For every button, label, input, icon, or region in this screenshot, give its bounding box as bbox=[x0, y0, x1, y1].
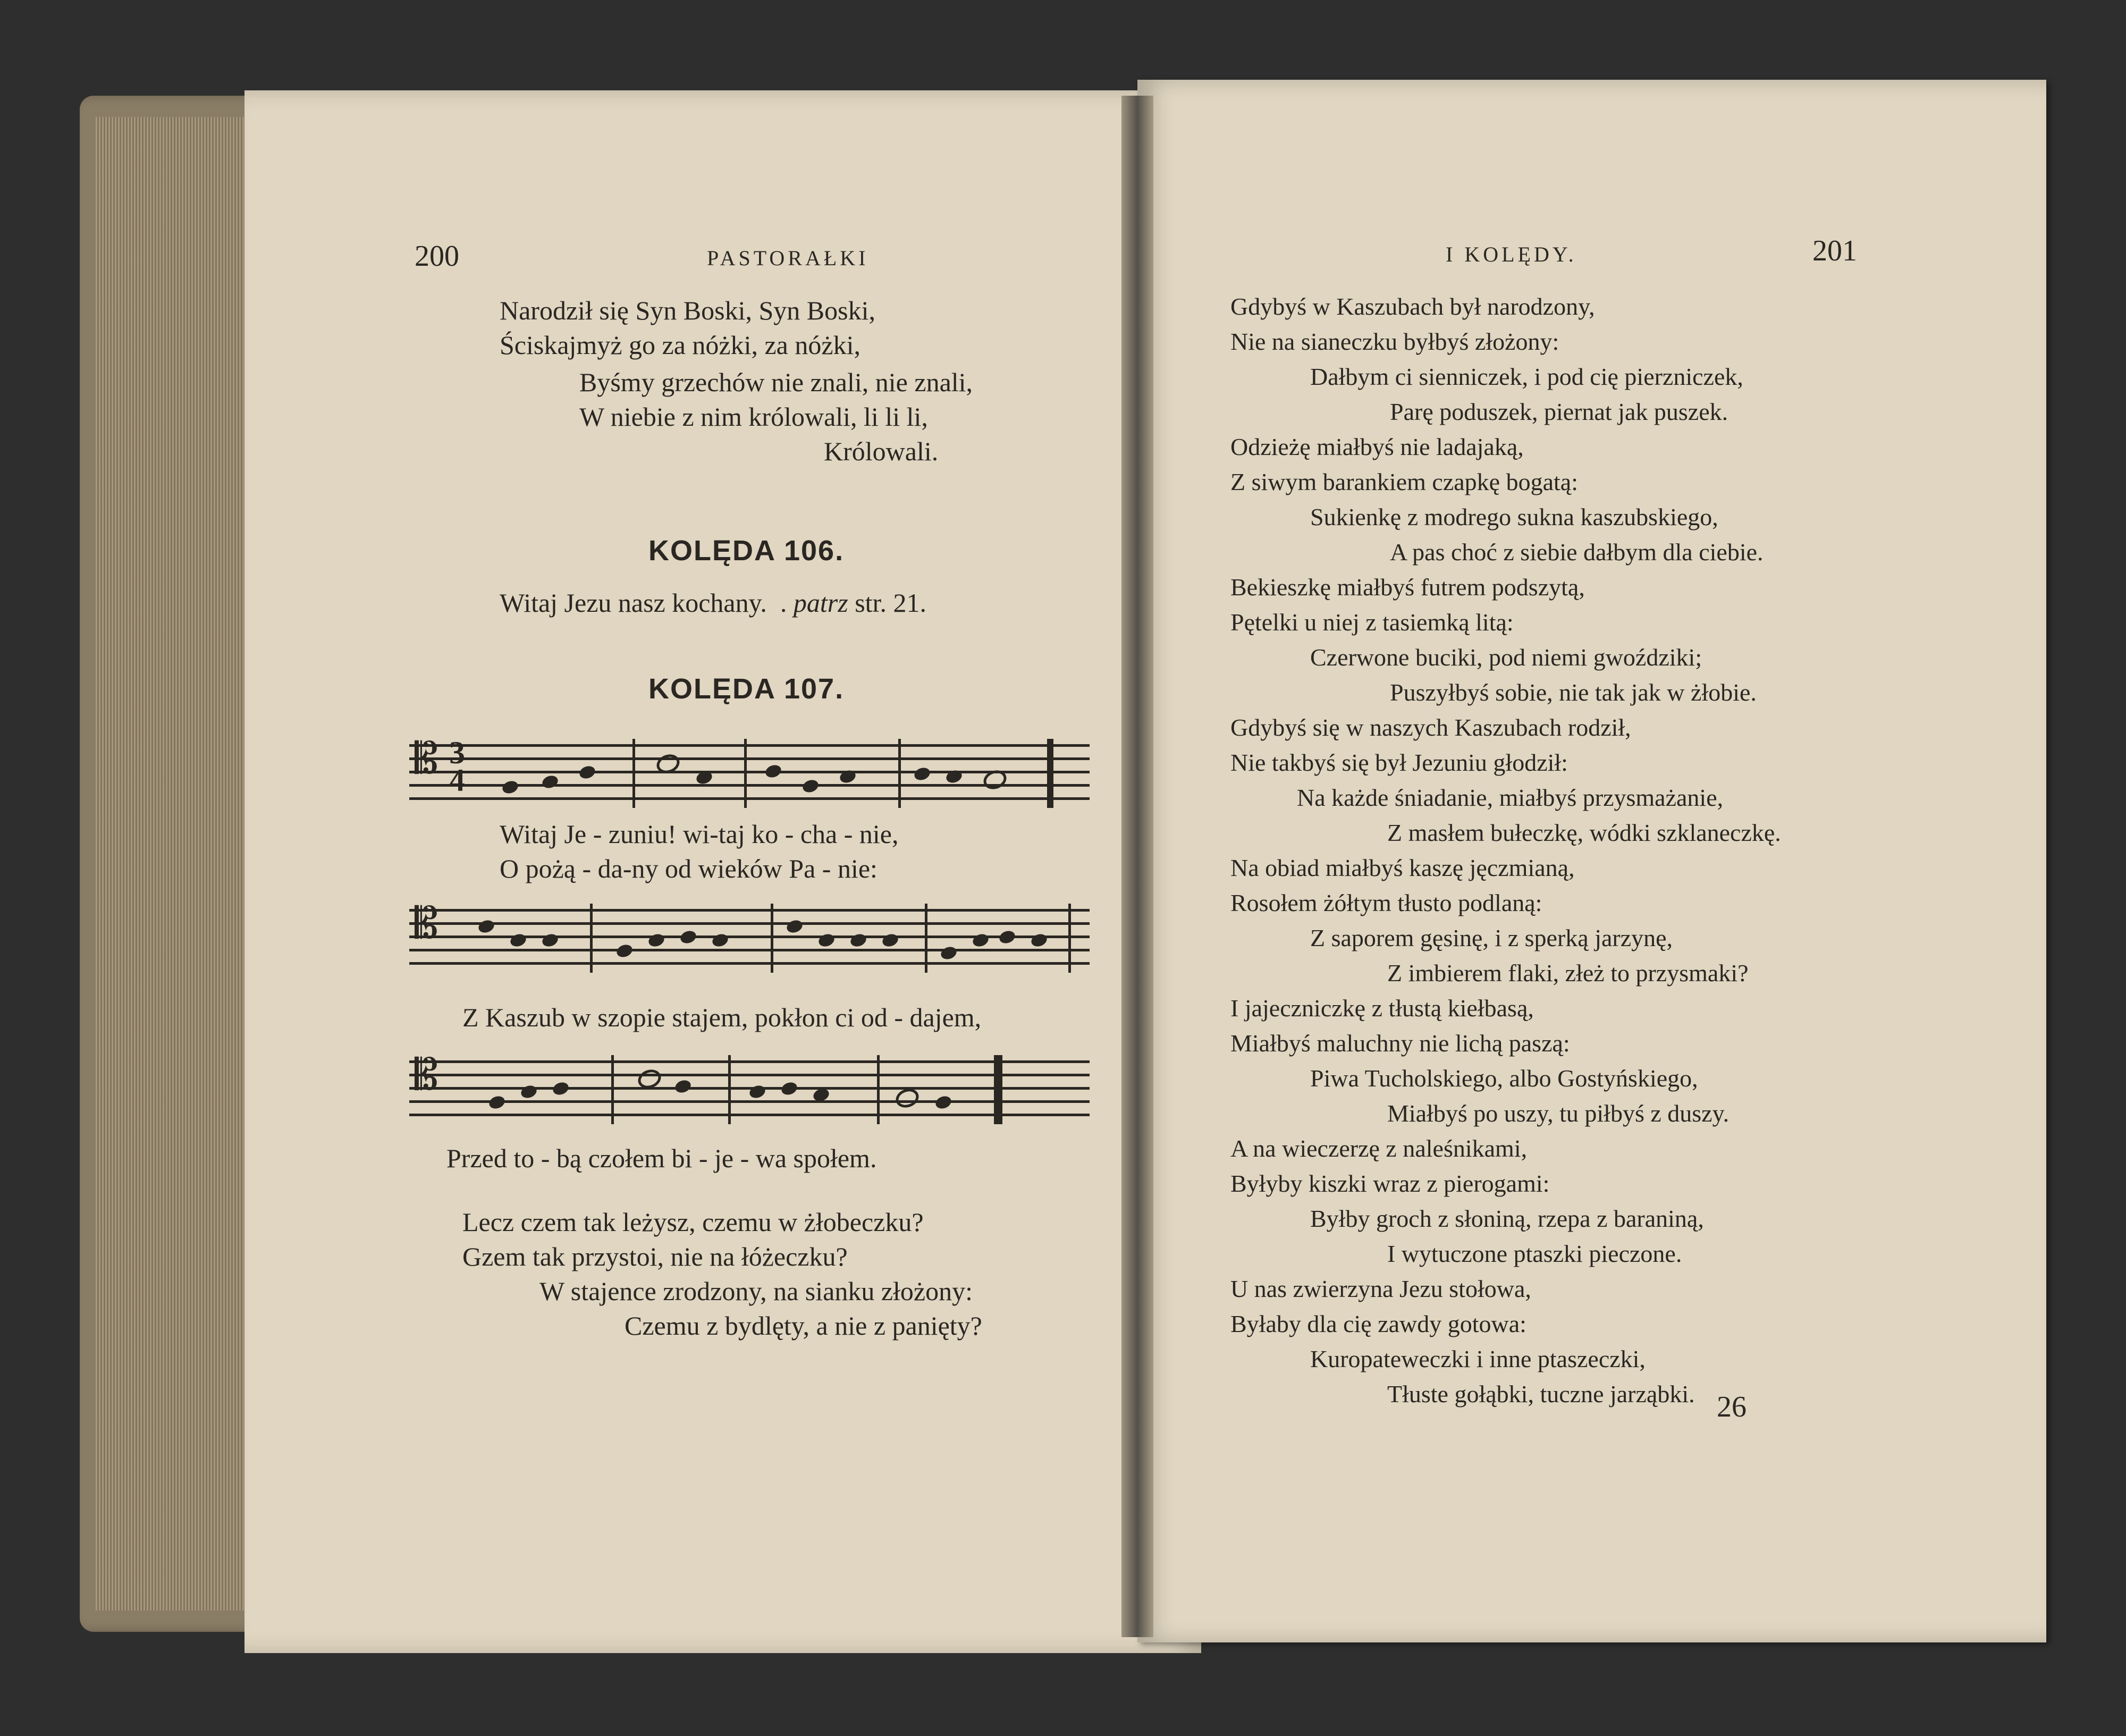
poem-line: Byłby groch z słoniną, rzepa z baraniną, bbox=[1310, 1205, 1704, 1232]
poem-line: Odzieżę miałbyś nie ladajaką, bbox=[1230, 433, 1524, 460]
music-staff-1: 𝄡 3 4 bbox=[409, 739, 1090, 819]
page-block-edge bbox=[80, 96, 260, 1632]
signature-mark: 26 bbox=[1717, 1391, 1747, 1423]
poem-line: Tłuste gołąbki, tuczne jarząbki. bbox=[1387, 1380, 1695, 1408]
right-page-number: 201 bbox=[1812, 234, 1857, 267]
poem-line: Gdybyś się w naszych Kaszubach rodził, bbox=[1230, 714, 1631, 741]
music-lyric-line: Przed to - bą czołem bi - je - wa społem. bbox=[446, 1143, 877, 1173]
poem-line: Na obiad miałbyś kaszę jęczmianą, bbox=[1230, 854, 1575, 881]
poem-line: Nie takbyś się był Jezuniu głodził: bbox=[1230, 749, 1568, 776]
poem-line: Czerwone buciki, pod niemi gwoździki; bbox=[1310, 644, 1702, 671]
reference-italic: patrz bbox=[793, 588, 848, 618]
time-signature-top: 3 bbox=[449, 735, 465, 770]
poem-line: Nie na sianeczku byłbyś złożony: bbox=[1230, 328, 1559, 355]
kolenda-106-title: KOLĘDA 106. bbox=[648, 535, 845, 567]
kolenda-106-reference: Witaj Jezu nasz kochany. . patrz str. 21. bbox=[500, 588, 926, 618]
stanza-line: Lecz czem tak leżysz, czemu w żłobeczku? bbox=[462, 1207, 924, 1237]
poem-line: Byłyby kiszki wraz z pierogami: bbox=[1230, 1170, 1550, 1197]
stanza-line: W niebie z nim królowali, li li li, bbox=[579, 402, 928, 432]
open-book bbox=[80, 80, 2046, 1664]
stanza-line: Narodził się Syn Boski, Syn Boski, bbox=[500, 296, 875, 325]
right-running-head: I KOLĘDY. bbox=[1446, 242, 1577, 266]
stanza-line: Gzem tak przystoi, nie na łóżeczku? bbox=[462, 1242, 848, 1271]
poem-line: Z saporem gęsinę, i z sperką jarzynę, bbox=[1310, 924, 1673, 951]
stanza-line: Królowali. bbox=[824, 436, 939, 466]
poem-line: Sukienkę z modrego sukna kaszubskiego, bbox=[1310, 503, 1718, 530]
poem-line: U nas zwierzyna Jezu stołowa, bbox=[1230, 1275, 1531, 1302]
poem-line: Bekieszkę miałbyś futrem podszytą, bbox=[1230, 574, 1585, 601]
poem-line: Pętelki u niej z tasiemką litą: bbox=[1230, 609, 1514, 636]
poem-line: I jajeczniczkę z tłustą kiełbasą, bbox=[1230, 995, 1534, 1022]
poem-line: Puszyłbyś sobie, nie tak jak w żłobie. bbox=[1390, 679, 1757, 706]
reference-text: Witaj Jezu nasz kochany. bbox=[500, 588, 767, 618]
poem-line: Miałbyś po uszy, tu piłbyś z duszy. bbox=[1387, 1100, 1730, 1127]
poem-line: Piwa Tucholskiego, albo Gostyńskiego, bbox=[1310, 1065, 1698, 1092]
poem-line: I wytuczone ptaszki pieczone. bbox=[1387, 1240, 1682, 1267]
poem-line: Z masłem bułeczkę, wódki szklaneczkę. bbox=[1387, 819, 1781, 846]
stanza-line: W stajence zrodzony, na sianku złożony: bbox=[539, 1276, 973, 1306]
poem-line: Byłaby dla cię zawdy gotowa: bbox=[1230, 1310, 1526, 1337]
music-lyric-line: Witaj Je - zuniu! wi-taj ko - cha - nie, bbox=[500, 819, 899, 849]
poem-line: Dałbym ci sienniczek, i pod cię pierzniczek, bbox=[1310, 363, 1743, 390]
stanza-line: Byśmy grzechów nie znali, nie znali, bbox=[579, 367, 973, 397]
kolenda-107-title: KOLĘDA 107. bbox=[648, 673, 845, 705]
music-staff-3: 𝄡 bbox=[409, 1055, 1090, 1135]
poem-line: Gdybyś w Kaszubach był narodzony, bbox=[1230, 293, 1595, 320]
reference-tail: str. 21. bbox=[855, 588, 926, 618]
music-lyric-line: Z Kaszub w szopie stajem, pokłon ci od - dajem, bbox=[462, 1002, 982, 1032]
stanza-line: Czemu z bydlęty, a nie z panięty? bbox=[625, 1311, 982, 1341]
poem-line: Rosołem żółtym tłusto podlaną: bbox=[1230, 889, 1542, 916]
poem-line: Parę poduszek, piernat jak puszek. bbox=[1390, 398, 1728, 425]
left-running-head: PASTORAŁKI bbox=[707, 246, 869, 270]
poem-line: A na wieczerzę z naleśnikami, bbox=[1230, 1135, 1528, 1162]
poem-line: Z siwym barankiem czapkę bogatą: bbox=[1230, 468, 1578, 495]
poem-line: Na każde śniadanie, miałbyś przysmażanie, bbox=[1297, 784, 1724, 811]
time-signature-bottom: 4 bbox=[449, 763, 465, 798]
left-page-number: 200 bbox=[415, 240, 459, 273]
poem-line: Kuropateweczki i inne ptaszeczki, bbox=[1310, 1345, 1646, 1372]
stanza-line: Ściskajmyż go za nóżki, za nóżki, bbox=[500, 330, 860, 360]
music-lyric-line: O pożą - da-ny od wieków Pa - nie: bbox=[500, 854, 878, 883]
poem-line: Miałbyś maluchny nie lichą paszą: bbox=[1230, 1030, 1570, 1057]
book-gutter bbox=[1121, 96, 1153, 1637]
music-staff-2: 𝄡 bbox=[409, 904, 1090, 983]
poem-line: Z imbierem flaki, złeż to przysmaki? bbox=[1387, 959, 1749, 987]
poem-line: A pas choć z siebie dałbym dla ciebie. bbox=[1390, 538, 1764, 566]
